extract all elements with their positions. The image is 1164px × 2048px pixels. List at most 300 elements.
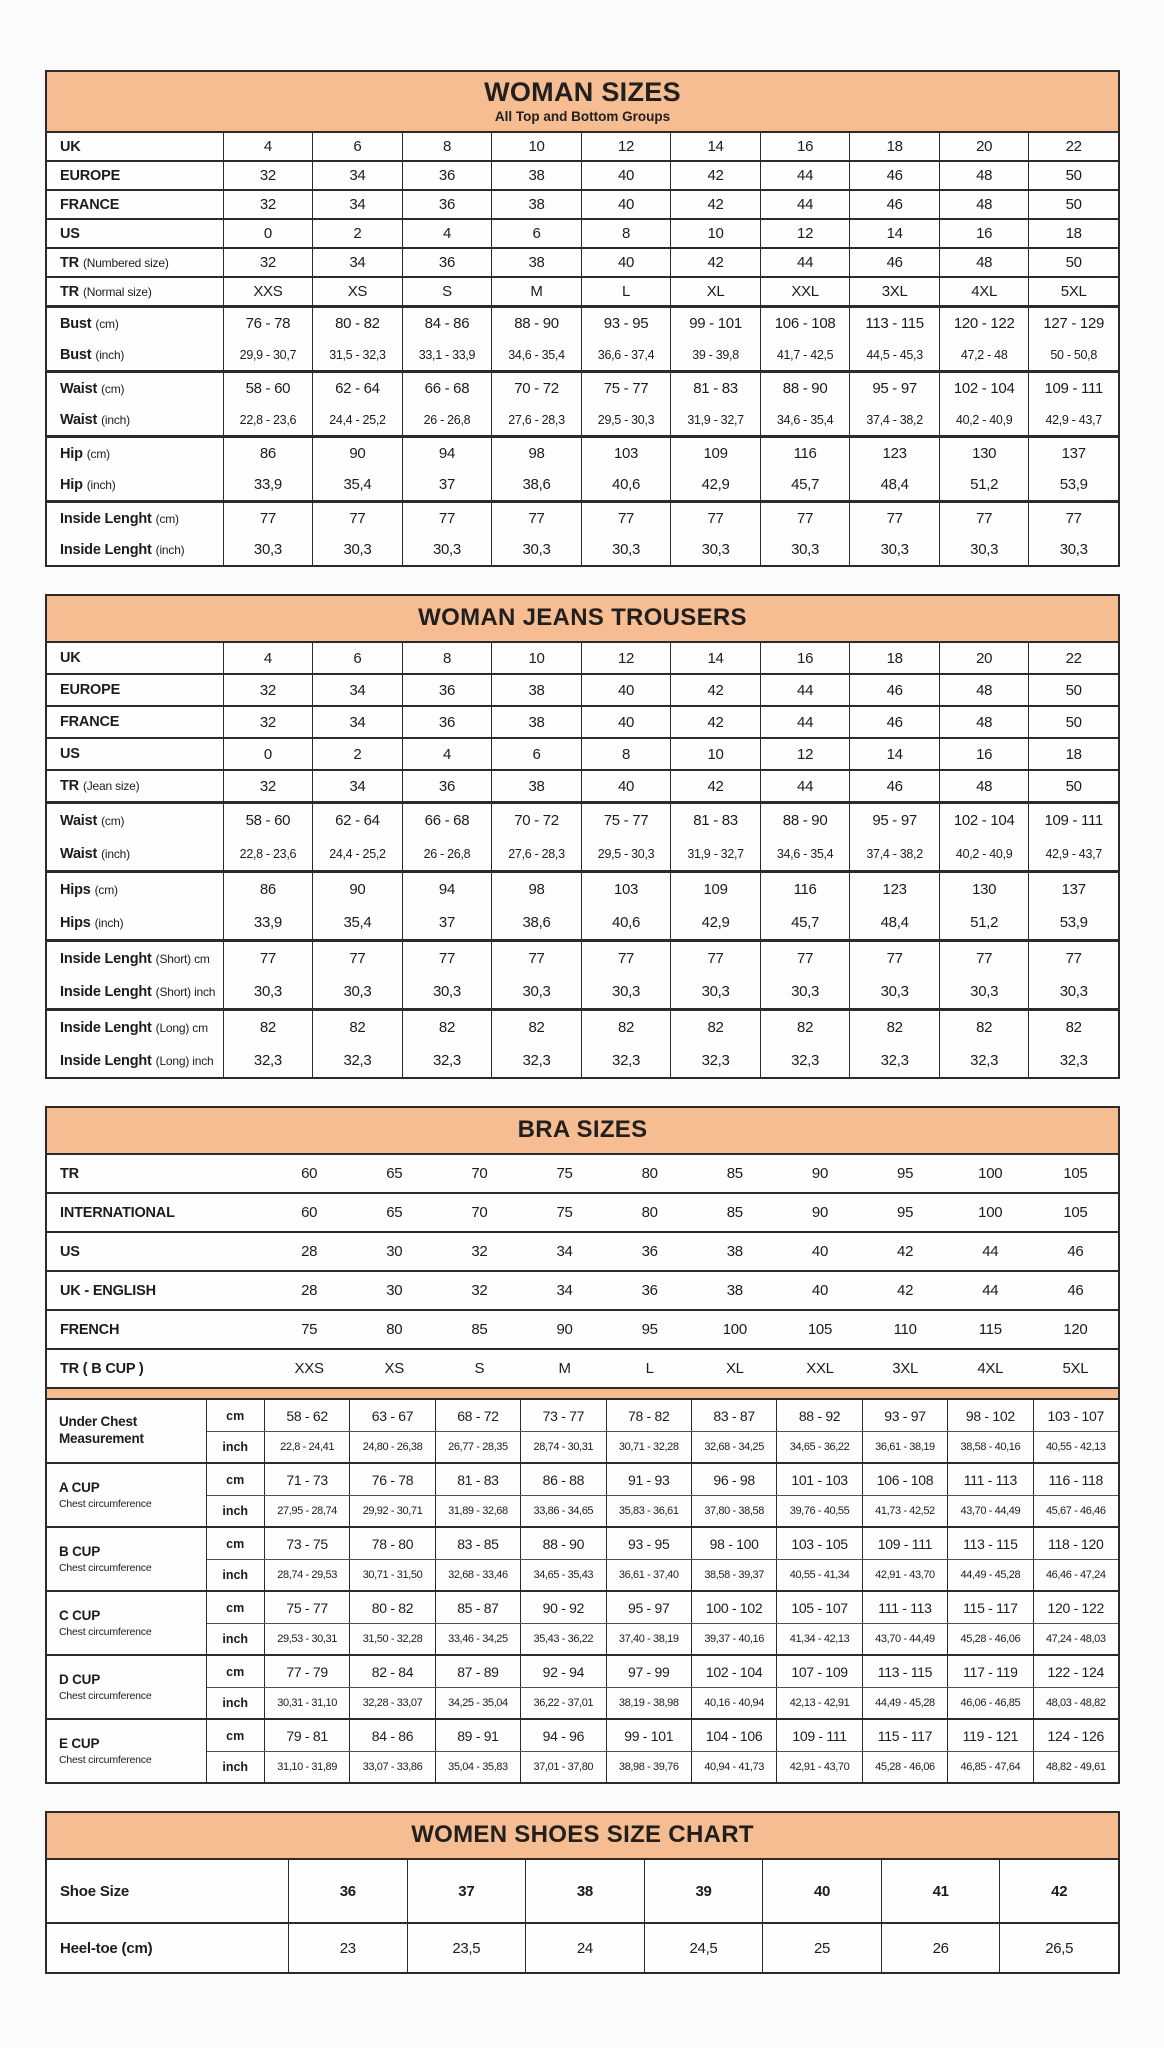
value-cell: 32,3 bbox=[849, 1044, 939, 1077]
table-section bbox=[47, 189, 1118, 218]
table-section bbox=[47, 939, 1118, 1008]
row-label-note: (inch) bbox=[155, 542, 185, 557]
value-cell: 36 bbox=[641, 1243, 658, 1260]
table-row bbox=[47, 1860, 1118, 1922]
value-cell: 45,67 - 46,46 bbox=[1033, 1496, 1118, 1526]
value-cell: 48 bbox=[939, 771, 1029, 801]
value-cell: 45,7 bbox=[760, 469, 850, 500]
value-cell: 46 bbox=[849, 191, 939, 218]
woman-jeans-trousers-body bbox=[47, 643, 1118, 1077]
row-group-label-text: D CUP bbox=[59, 1671, 101, 1687]
value-cell: 85 bbox=[726, 1165, 743, 1182]
value-cell: 20 bbox=[939, 133, 1029, 160]
value-cell: 60 bbox=[301, 1204, 318, 1221]
table-row bbox=[207, 1592, 1119, 1623]
table-section bbox=[47, 1270, 1118, 1309]
table-row bbox=[47, 942, 1118, 975]
value-cell: 38,19 - 38,98 bbox=[606, 1688, 691, 1718]
value-cell: 27,6 - 28,3 bbox=[491, 404, 581, 435]
value-cell: 42 bbox=[897, 1243, 914, 1260]
table-row bbox=[47, 1044, 1118, 1077]
row-label-note: (Long) inch bbox=[155, 1053, 214, 1068]
value-cell: 45,28 - 46,06 bbox=[947, 1624, 1032, 1654]
row-label-text: EUROPE bbox=[60, 167, 121, 184]
row-label bbox=[47, 1272, 267, 1309]
table-row bbox=[207, 1559, 1119, 1590]
table-section bbox=[47, 1526, 1118, 1590]
value-cell: 75 - 77 bbox=[581, 804, 671, 837]
value-cell: 44 bbox=[982, 1243, 999, 1260]
value-cell: 46,46 - 47,24 bbox=[1033, 1560, 1118, 1590]
value-cell: 0 bbox=[223, 739, 313, 769]
value-cell: 2 bbox=[312, 739, 402, 769]
value-cell: 38 bbox=[525, 1860, 644, 1922]
table-row bbox=[47, 643, 1118, 673]
value-cell: 23 bbox=[288, 1924, 407, 1972]
value-cell: 80 - 82 bbox=[312, 308, 402, 339]
row-label bbox=[47, 339, 223, 370]
value-cell: 30,3 bbox=[223, 975, 313, 1008]
value-cell: 30,3 bbox=[402, 975, 492, 1008]
value-cell: 137 bbox=[1028, 873, 1118, 906]
row-label-text: FRANCE bbox=[60, 196, 120, 213]
value-cell: 26 - 26,8 bbox=[402, 404, 492, 435]
value-cell: 82 bbox=[491, 1011, 581, 1044]
value-cell: 20 bbox=[939, 643, 1029, 673]
value-cell: 37,40 - 38,19 bbox=[606, 1624, 691, 1654]
value-cell: 36,22 - 37,01 bbox=[520, 1688, 605, 1718]
value-cell: 73 - 75 bbox=[264, 1528, 349, 1559]
table-row bbox=[47, 1011, 1118, 1044]
value-cell: 22 bbox=[1028, 643, 1118, 673]
value-cell: 116 bbox=[760, 873, 850, 906]
value-cell: 113 - 115 bbox=[862, 1656, 947, 1687]
value-cell: 42,91 - 43,70 bbox=[862, 1560, 947, 1590]
value-cell: 85 bbox=[726, 1204, 743, 1221]
row-group-rows bbox=[206, 1464, 1119, 1526]
woman-sizes-header bbox=[47, 72, 1118, 133]
value-cell: 94 - 96 bbox=[520, 1720, 605, 1751]
table-row bbox=[47, 404, 1118, 435]
value-cell: 79 - 81 bbox=[264, 1720, 349, 1751]
table-row bbox=[47, 906, 1118, 939]
value-cell: 95 bbox=[641, 1321, 658, 1338]
value-cell: 40 bbox=[581, 162, 671, 189]
women-shoes-size-chart-title: WOMEN SHOES SIZE CHART bbox=[411, 1821, 754, 1848]
value-cell: 32 bbox=[223, 707, 313, 737]
value-cell: 34,6 - 35,4 bbox=[491, 339, 581, 370]
row-label-text: US bbox=[60, 746, 80, 762]
table-row bbox=[47, 469, 1118, 500]
value-cell: 32,3 bbox=[402, 1044, 492, 1077]
table-section bbox=[47, 1718, 1118, 1782]
value-cell: 30,3 bbox=[670, 975, 760, 1008]
value-cell: 48,4 bbox=[849, 469, 939, 500]
value-cell: 26,77 - 28,35 bbox=[435, 1432, 520, 1462]
value-cell: 4XL bbox=[977, 1360, 1004, 1377]
value-cell: 30,71 - 32,28 bbox=[606, 1432, 691, 1462]
value-cell: 32,3 bbox=[670, 1044, 760, 1077]
row-label bbox=[47, 278, 223, 305]
value-cell: 103 - 107 bbox=[1033, 1400, 1118, 1431]
value-cell: 14 bbox=[670, 133, 760, 160]
value-cell: 77 bbox=[402, 503, 492, 534]
value-cell: 78 - 82 bbox=[606, 1400, 691, 1431]
value-cell: 31,9 - 32,7 bbox=[670, 837, 760, 870]
value-cell: 109 - 111 bbox=[862, 1528, 947, 1559]
value-cell: 77 bbox=[939, 942, 1029, 975]
value-cell: 102 - 104 bbox=[691, 1656, 776, 1687]
value-cell: 63 - 67 bbox=[349, 1400, 434, 1431]
table-section bbox=[47, 870, 1118, 939]
value-cell: 90 bbox=[811, 1204, 828, 1221]
value-cell: 37,4 - 38,2 bbox=[849, 404, 939, 435]
row-label-text: US bbox=[60, 1243, 80, 1260]
unit-cell: cm bbox=[226, 1728, 245, 1743]
value-cell: 41,73 - 42,52 bbox=[862, 1496, 947, 1526]
row-label bbox=[47, 308, 223, 339]
value-cell: 90 bbox=[312, 438, 402, 469]
value-cell: 90 bbox=[312, 873, 402, 906]
value-cell: 42,9 bbox=[670, 469, 760, 500]
table-row bbox=[47, 975, 1118, 1008]
row-label-text: Inside Lenght bbox=[60, 950, 152, 967]
table-section bbox=[47, 276, 1118, 305]
table-row bbox=[207, 1464, 1119, 1495]
value-cell: 4 bbox=[223, 133, 313, 160]
value-cell: 31,9 - 32,7 bbox=[670, 404, 760, 435]
value-cell: 40,55 - 42,13 bbox=[1033, 1432, 1118, 1462]
value-cell: 119 - 121 bbox=[947, 1720, 1032, 1751]
value-cell: 113 - 115 bbox=[849, 308, 939, 339]
value-cell: 65 bbox=[386, 1204, 403, 1221]
table-row bbox=[47, 278, 1118, 305]
row-label-text: Hip bbox=[60, 445, 83, 462]
value-cell: M bbox=[558, 1360, 571, 1377]
value-cell: 58 - 62 bbox=[264, 1400, 349, 1431]
row-label-text: Hip bbox=[60, 476, 83, 493]
value-cell: 81 - 83 bbox=[670, 804, 760, 837]
value-cell: 34 bbox=[312, 707, 402, 737]
row-label-note: (Long) cm bbox=[155, 1020, 208, 1035]
row-label bbox=[47, 469, 223, 500]
value-cell: 42 bbox=[999, 1860, 1118, 1922]
value-cell: 14 bbox=[670, 643, 760, 673]
value-cell: 38,6 bbox=[491, 469, 581, 500]
value-cell: 65 bbox=[386, 1165, 403, 1182]
value-cell: 34,25 - 35,04 bbox=[435, 1688, 520, 1718]
row-label bbox=[47, 643, 223, 673]
value-cell: 80 - 82 bbox=[349, 1592, 434, 1623]
value-cell: 22,8 - 23,6 bbox=[223, 404, 313, 435]
row-label bbox=[47, 191, 223, 218]
value-cell: 48 bbox=[939, 707, 1029, 737]
table-row bbox=[47, 1924, 1118, 1972]
value-cell: 44,49 - 45,28 bbox=[947, 1560, 1032, 1590]
value-cell: 102 - 104 bbox=[939, 373, 1029, 404]
value-cell: 82 bbox=[581, 1011, 671, 1044]
unit-cell: cm bbox=[226, 1408, 245, 1423]
value-cell: 14 bbox=[849, 220, 939, 247]
value-cell: 41 bbox=[881, 1860, 1000, 1922]
table-row bbox=[207, 1431, 1119, 1462]
value-cell: XXL bbox=[806, 1360, 834, 1377]
value-cell: 44 bbox=[982, 1282, 999, 1299]
row-label-note: (cm) bbox=[95, 316, 119, 331]
row-label bbox=[47, 942, 223, 975]
value-cell: 28,74 - 29,53 bbox=[264, 1560, 349, 1590]
value-cell: 102 - 104 bbox=[939, 804, 1029, 837]
row-label bbox=[47, 975, 223, 1008]
value-cell: 40,2 - 40,9 bbox=[939, 837, 1029, 870]
value-cell: 75 - 77 bbox=[581, 373, 671, 404]
value-cell: 46 bbox=[1067, 1282, 1084, 1299]
value-cell: 32,3 bbox=[223, 1044, 313, 1077]
value-cell: 36 bbox=[402, 162, 492, 189]
value-cell: 40,6 bbox=[581, 906, 671, 939]
value-cell: 37 bbox=[407, 1860, 526, 1922]
value-cell: 98 bbox=[491, 873, 581, 906]
value-cell: 47,24 - 48,03 bbox=[1033, 1624, 1118, 1654]
value-cell: 87 - 89 bbox=[435, 1656, 520, 1687]
value-cell: 25 bbox=[762, 1924, 881, 1972]
value-cell: 77 bbox=[760, 942, 850, 975]
value-cell: 32,28 - 33,07 bbox=[349, 1688, 434, 1718]
value-cell: 82 bbox=[760, 1011, 850, 1044]
value-cell: 37 bbox=[402, 469, 492, 500]
row-group-label bbox=[47, 1592, 206, 1654]
value-cell: 88 - 90 bbox=[760, 373, 850, 404]
woman-sizes-table bbox=[45, 70, 1120, 567]
value-cell: 8 bbox=[402, 133, 492, 160]
value-cell: 4 bbox=[402, 220, 492, 247]
value-cell: 90 - 92 bbox=[520, 1592, 605, 1623]
value-cell: 120 bbox=[1063, 1321, 1088, 1338]
value-cell: 70 - 72 bbox=[491, 373, 581, 404]
value-cell: 90 bbox=[811, 1165, 828, 1182]
row-label-text: Bust bbox=[60, 315, 92, 332]
unit-cell: cm bbox=[226, 1536, 245, 1551]
table-section bbox=[47, 1155, 1118, 1192]
value-cell: 76 - 78 bbox=[223, 308, 313, 339]
value-cell: 82 bbox=[849, 1011, 939, 1044]
row-label bbox=[47, 1155, 267, 1192]
value-cell: 85 - 87 bbox=[435, 1592, 520, 1623]
value-cell: 77 bbox=[849, 942, 939, 975]
value-cell: 77 bbox=[670, 942, 760, 975]
value-cell: 40 bbox=[811, 1282, 828, 1299]
table-section bbox=[47, 643, 1118, 673]
value-cell: 34 bbox=[556, 1243, 573, 1260]
row-label-text: INTERNATIONAL bbox=[60, 1204, 175, 1221]
value-cell: 31,10 - 31,89 bbox=[264, 1752, 349, 1782]
value-cell: 31,50 - 32,28 bbox=[349, 1624, 434, 1654]
value-cell: 107 - 109 bbox=[776, 1656, 861, 1687]
row-label bbox=[47, 249, 223, 276]
value-cell: 95 bbox=[897, 1204, 914, 1221]
table-row bbox=[47, 438, 1118, 469]
value-cell: 27,6 - 28,3 bbox=[491, 837, 581, 870]
woman-sizes-subtitle: All Top and Bottom Groups bbox=[494, 109, 671, 124]
value-cell: 6 bbox=[491, 220, 581, 247]
table-section bbox=[47, 801, 1118, 870]
row-label bbox=[47, 534, 223, 565]
value-cell: 28,74 - 30,31 bbox=[520, 1432, 605, 1462]
value-cell: 130 bbox=[939, 873, 1029, 906]
value-cell: 53,9 bbox=[1028, 469, 1118, 500]
value-cell: XXL bbox=[760, 278, 850, 305]
value-cell: 103 - 105 bbox=[776, 1528, 861, 1559]
value-cell: 51,2 bbox=[939, 906, 1029, 939]
value-cell: S bbox=[402, 278, 492, 305]
row-label-note: (Short) cm bbox=[155, 951, 210, 966]
value-cell: 77 bbox=[491, 942, 581, 975]
value-cell: 36 bbox=[402, 771, 492, 801]
row-label-text: EUROPE bbox=[60, 682, 121, 698]
value-cell: 29,92 - 30,71 bbox=[349, 1496, 434, 1526]
value-cell: 30,3 bbox=[760, 534, 850, 565]
table-row bbox=[47, 739, 1118, 769]
value-cell: 32 bbox=[471, 1282, 488, 1299]
row-label-text: TR bbox=[60, 283, 79, 300]
value-cell: 26 - 26,8 bbox=[402, 837, 492, 870]
value-cell: 44 bbox=[760, 249, 850, 276]
value-cell: 12 bbox=[760, 220, 850, 247]
row-label bbox=[47, 1011, 223, 1044]
value-cell: 10 bbox=[491, 643, 581, 673]
value-cell: 32,3 bbox=[760, 1044, 850, 1077]
value-cell: 66 - 68 bbox=[402, 804, 492, 837]
value-cell: 36,61 - 37,40 bbox=[606, 1560, 691, 1590]
value-cell: 77 bbox=[849, 503, 939, 534]
value-cell: S bbox=[474, 1360, 485, 1377]
row-label-text: FRENCH bbox=[60, 1321, 120, 1338]
value-cell: 39,76 - 40,55 bbox=[776, 1496, 861, 1526]
row-label-note: (cm) bbox=[94, 882, 118, 897]
value-cell: 90 bbox=[556, 1321, 573, 1338]
value-cell: 75 - 77 bbox=[264, 1592, 349, 1623]
value-cell: 50 bbox=[1028, 675, 1118, 705]
row-group-label-text: B CUP bbox=[59, 1543, 101, 1559]
table-row bbox=[207, 1623, 1119, 1654]
row-label-text: Waist bbox=[60, 411, 98, 428]
value-cell: 18 bbox=[849, 643, 939, 673]
value-cell: 34,6 - 35,4 bbox=[760, 404, 850, 435]
value-cell: 30,3 bbox=[581, 534, 671, 565]
row-group-sublabel-text: Chest circumference bbox=[59, 1498, 152, 1511]
value-cell: 6 bbox=[312, 133, 402, 160]
women-shoes-size-chart-header bbox=[47, 1813, 1118, 1860]
value-cell: 48 bbox=[939, 249, 1029, 276]
value-cell: 50 bbox=[1028, 249, 1118, 276]
row-label bbox=[47, 739, 223, 769]
value-cell: 33,9 bbox=[223, 469, 313, 500]
row-label-note: (Short) inch bbox=[155, 984, 216, 999]
value-cell: 42,13 - 42,91 bbox=[776, 1688, 861, 1718]
value-cell: 98 - 102 bbox=[947, 1400, 1032, 1431]
value-cell: 35,4 bbox=[312, 906, 402, 939]
row-group-sublabel-text: Chest circumference bbox=[59, 1626, 152, 1639]
table-row bbox=[47, 339, 1118, 370]
woman-jeans-trousers-table bbox=[45, 594, 1120, 1079]
value-cell: 33,07 - 33,86 bbox=[349, 1752, 434, 1782]
table-section bbox=[47, 1654, 1118, 1718]
value-cell: 38 bbox=[491, 162, 581, 189]
value-cell: 30,31 - 31,10 bbox=[264, 1688, 349, 1718]
value-cell: 38 bbox=[491, 707, 581, 737]
value-cell: 77 bbox=[760, 503, 850, 534]
value-cell: 26,5 bbox=[999, 1924, 1118, 1972]
value-cell: 40 bbox=[811, 1243, 828, 1260]
row-label bbox=[47, 373, 223, 404]
row-label bbox=[47, 503, 223, 534]
value-cell: 12 bbox=[760, 739, 850, 769]
table-row bbox=[47, 675, 1118, 705]
value-cell: 75 bbox=[301, 1321, 318, 1338]
woman-jeans-trousers-title: WOMAN JEANS TROUSERS bbox=[418, 604, 747, 631]
value-cell: 60 bbox=[301, 1165, 318, 1182]
value-cell: 30,3 bbox=[312, 975, 402, 1008]
value-cell: 105 bbox=[807, 1321, 833, 1338]
row-label-note: (cm) bbox=[155, 511, 179, 526]
value-cell: 123 bbox=[849, 438, 939, 469]
value-cell: 76 - 78 bbox=[349, 1464, 434, 1495]
row-label bbox=[47, 873, 223, 906]
table-section bbox=[47, 247, 1118, 276]
value-cell: 95 - 97 bbox=[606, 1592, 691, 1623]
value-cell: 51,2 bbox=[939, 469, 1029, 500]
value-cell: 40 bbox=[581, 707, 671, 737]
value-cell: 3XL bbox=[892, 1360, 918, 1377]
value-cell: 40 bbox=[581, 771, 671, 801]
row-group-label-text: A CUP bbox=[59, 1479, 100, 1495]
bra-sizes-body bbox=[47, 1155, 1118, 1782]
value-cell: 34 bbox=[312, 675, 402, 705]
row-group-label bbox=[47, 1720, 206, 1782]
row-group-sublabel-text: Chest circumference bbox=[59, 1690, 152, 1703]
row-group-label bbox=[47, 1464, 206, 1526]
row-label bbox=[47, 906, 223, 939]
value-cell: 23,5 bbox=[407, 1924, 526, 1972]
value-cell: 48,82 - 49,61 bbox=[1033, 1752, 1118, 1782]
value-cell: 50 bbox=[1028, 771, 1118, 801]
value-cell: 37,80 - 38,58 bbox=[691, 1496, 776, 1526]
unit-cell: inch bbox=[222, 1760, 249, 1774]
value-cell: 5XL bbox=[1028, 278, 1118, 305]
value-cell: 93 - 95 bbox=[606, 1528, 691, 1559]
value-cell: 33,46 - 34,25 bbox=[435, 1624, 520, 1654]
value-cell: L bbox=[645, 1360, 654, 1377]
value-cell: 84 - 86 bbox=[349, 1720, 434, 1751]
value-cell: 30,3 bbox=[223, 534, 313, 565]
value-cell: 30 bbox=[386, 1243, 403, 1260]
value-cell: 120 - 122 bbox=[1033, 1592, 1118, 1623]
value-cell: 42 bbox=[897, 1282, 914, 1299]
table-row bbox=[207, 1656, 1119, 1687]
row-label-note: (Jean size) bbox=[82, 779, 140, 793]
value-cell: 29,5 - 30,3 bbox=[581, 837, 671, 870]
table-row bbox=[47, 707, 1118, 737]
value-cell: 124 - 126 bbox=[1033, 1720, 1118, 1751]
value-cell: 32 bbox=[223, 162, 313, 189]
value-cell: 12 bbox=[581, 133, 671, 160]
value-cell: 122 - 124 bbox=[1033, 1656, 1118, 1687]
table-section bbox=[47, 305, 1118, 370]
value-cell: 32 bbox=[471, 1243, 488, 1260]
value-cell: XXS bbox=[294, 1360, 324, 1377]
value-cell: 31,5 - 32,3 bbox=[312, 339, 402, 370]
value-cell: 80 bbox=[641, 1165, 658, 1182]
